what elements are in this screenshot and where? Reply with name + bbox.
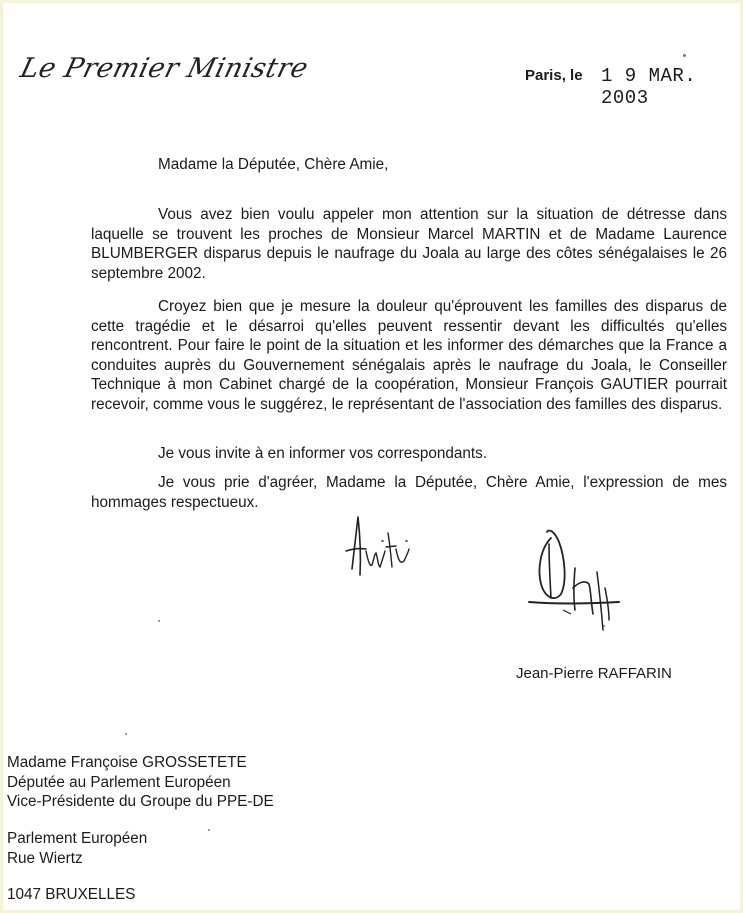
paragraph-4: Je vous prie d'agréer, Madame la Députée, Chère Amie, l'expression de mes hommages respectueux.: [91, 474, 727, 511]
recipient-name: Madame Françoise GROSSETETE: [7, 754, 247, 771]
signer-name: Jean-Pierre RAFFARIN: [516, 665, 672, 682]
recipient-block: [7, 753, 274, 812]
date-place: Paris, le: [525, 67, 583, 84]
recipient-address: [7, 829, 147, 868]
salutation: Madame la Députée, Chère Amie,: [158, 156, 389, 173]
paragraph-1: Vous avez bien voulu appeler mon attention sur la situation de détresse dans laquelle se trouvent les proches de Monsieur Marcel MARTIN et de Madame Laurence BLUMBERGER disparus depuis le naufrage du Joala au large des côtes sénégalaises le 26 septembre 2002.: [91, 206, 727, 282]
signature-mark: [523, 518, 633, 643]
date-stamp: 1 9 MAR. 2003: [601, 65, 697, 109]
recipient-institution: Parlement Européen: [7, 830, 148, 847]
scan-speck: [683, 54, 686, 57]
scan-speck: [208, 829, 210, 831]
letter-page: [3, 3, 740, 910]
scan-speck: [158, 620, 160, 622]
recipient-street: Rue Wiertz: [7, 849, 83, 867]
scan-speck: [125, 733, 127, 735]
recipient-city: 1047 BRUXELLES: [7, 886, 136, 903]
paragraph-2: Croyez bien que je mesure la douleur qu'éprouvent les familles des disparus de cette tragédie et le désarroi qu'elles peuvent ressentir devant les difficultés qu'elles rencontrent. Pour faire le point de la situation et les informer des démarches que la France a conduites auprès du Gouvernement sénégalais après le naufrage du Joala, le Conseiller Technique à mon Cabinet chargé de la coopération, Monsieur François GAUTIER pourrait recevoir, comme vous le suggérez, le représentant de l'association des familles des disparus.: [91, 298, 727, 413]
paragraph-3: Je vous invite à en informer vos correspondants.: [158, 445, 488, 462]
handwritten-closing: [338, 511, 418, 586]
recipient-role: Vice-Présidente du Groupe du PPE-DE: [7, 793, 274, 810]
scan-speck: [603, 625, 605, 627]
letterhead-title: Le Premier Ministre: [17, 53, 312, 84]
recipient-title: Députée au Parlement Européen: [7, 773, 231, 791]
